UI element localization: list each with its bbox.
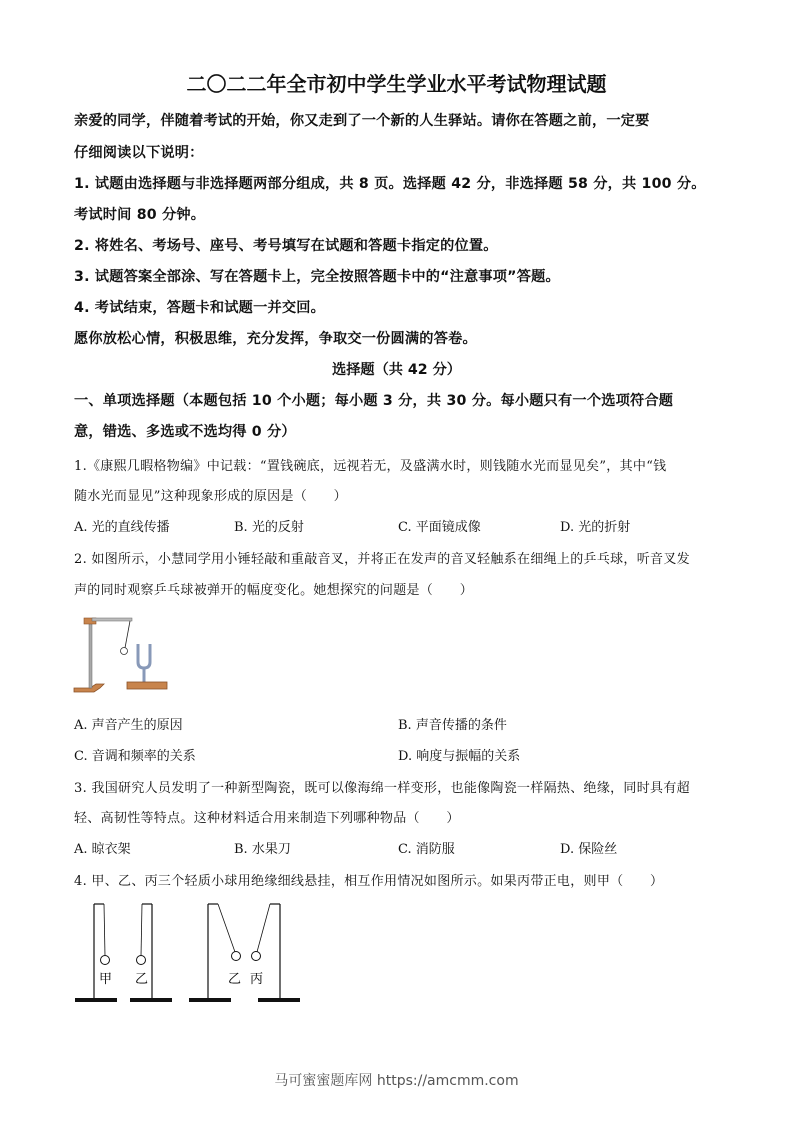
q3-option-c[interactable]: C. 消防服 xyxy=(398,842,455,857)
part1-heading-line-2: 意，错选、多选或不选均得 0 分） xyxy=(74,424,296,440)
question-2-line-2: 声的同时观察乒乓球被弹开的幅度变化。她想探究的问题是（ ） xyxy=(74,583,474,598)
footer-watermark[interactable]: 马可蜜蜜题库网 https://amcmm.com xyxy=(274,1073,519,1089)
question-3-line-2: 轻、高韧性等特点。这种材料适合用来制造下列哪种物品（ ） xyxy=(74,811,460,826)
intro-line-2: 仔细阅读以下说明： xyxy=(74,145,204,161)
question-3-line-1: 3. 我国研究人员发明了一种新型陶瓷，既可以像海绵一样变形，也能像陶瓷一样隔热、绝缘，同时具有超 xyxy=(74,781,690,796)
question-1-line-2: 随水光而显见”这种现象形成的原因是（ ） xyxy=(74,489,347,504)
q3-option-d[interactable]: D. 保险丝 xyxy=(560,842,618,857)
q1-option-b[interactable]: B. 光的反射 xyxy=(234,520,304,535)
section-title: 选择题（共 42 分） xyxy=(332,362,461,378)
q2-option-b[interactable]: B. 声音传播的条件 xyxy=(398,718,507,733)
tuning-fork-figure xyxy=(70,610,180,696)
q1-option-c[interactable]: C. 平面镜成像 xyxy=(398,520,481,535)
instruction-1-continued: 考试时间 80 分钟。 xyxy=(74,207,206,223)
q2-option-a[interactable]: A. 声音产生的原因 xyxy=(74,718,183,733)
question-1-line-1: 1.《康熙几暇格物编》中记载：“置钱碗底，远视若无，及盛满水时，则钱随水光而显见矣”，其中“钱 xyxy=(74,459,667,474)
label-yi-left: 乙 xyxy=(135,972,149,987)
label-bing: 丙 xyxy=(250,972,264,987)
q3-option-a[interactable]: A. 晾衣架 xyxy=(74,842,131,857)
q2-option-d[interactable]: D. 响度与振幅的关系 xyxy=(398,749,521,764)
q1-option-d[interactable]: D. 光的折射 xyxy=(560,520,631,535)
part1-heading-line-1: 一、单项选择题（本题包括 10 个小题；每小题 3 分，共 30 分。每小题只有一个选项符合题 xyxy=(74,393,674,409)
instruction-2: 2. 将姓名、考场号、座号、考号填写在试题和答题卡指定的位置。 xyxy=(74,238,498,254)
instruction-4: 4. 考试结束，答题卡和试题一并交回。 xyxy=(74,300,326,316)
q2-option-c[interactable]: C. 音调和频率的关系 xyxy=(74,749,196,764)
instruction-3: 3. 试题答案全部涂、写在答题卡上，完全按照答题卡中的“注意事项”答题。 xyxy=(74,269,560,285)
label-jia: 甲 xyxy=(99,972,113,987)
question-2-line-1: 2. 如图所示，小慧同学用小锤轻敲和重敲音叉，并将正在发声的音叉轻触系在细绳上的乒乓球，听音叉发 xyxy=(74,552,690,567)
page-title: 二〇二二年全市初中学生学业水平考试物理试题 xyxy=(186,72,607,96)
charged-balls-figure xyxy=(72,900,304,1006)
q3-option-b[interactable]: B. 水果刀 xyxy=(234,842,291,857)
instruction-1: 1. 试题由选择题与非选择题两部分组成，共 8 页。选择题 42 分，非选择题 58 分，共 100 分。 xyxy=(74,176,706,192)
q1-option-a[interactable]: A. 光的直线传播 xyxy=(74,520,170,535)
intro-line-1: 亲爱的同学，伴随着考试的开始，你又走到了一个新的人生驿站。请你在答题之前，一定要 xyxy=(74,113,650,129)
question-4-line-1: 4. 甲、乙、丙三个轻质小球用绝缘细线悬挂，相互作用情况如图所示。如果丙带正电，则甲（ ） xyxy=(74,874,664,889)
label-yi-right: 乙 xyxy=(228,972,242,987)
closing-line: 愿你放松心情，积极思维，充分发挥，争取交一份圆满的答卷。 xyxy=(74,331,477,347)
